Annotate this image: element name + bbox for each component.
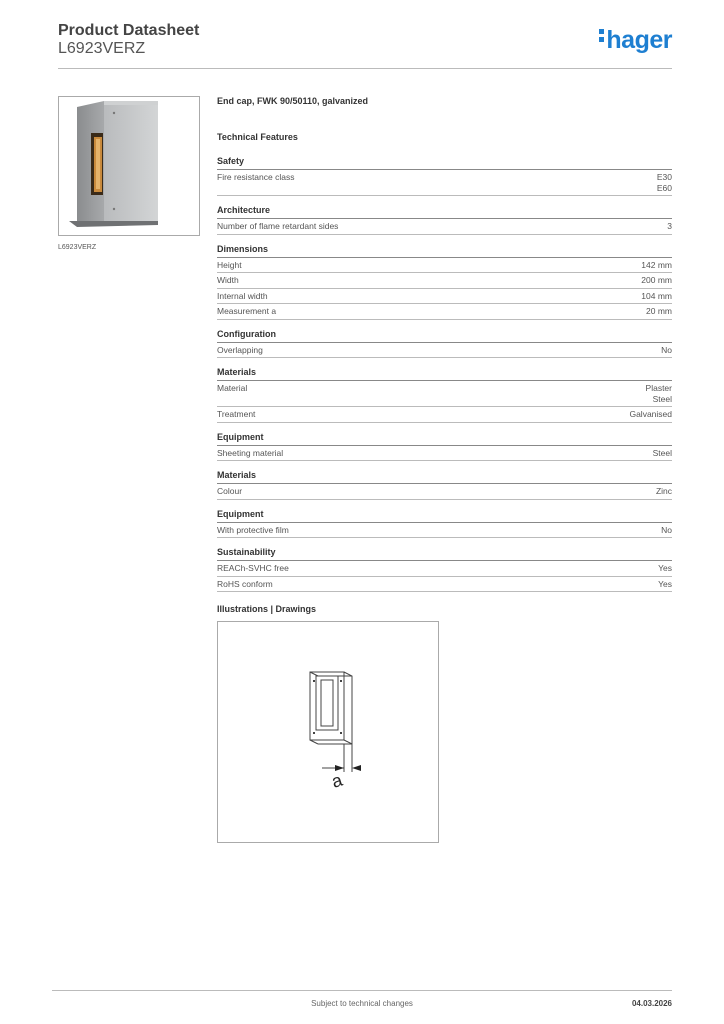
feature-value [646, 306, 672, 317]
technical-features-title: Technical Features [217, 132, 298, 142]
feature-label: REACh-SVHC free [217, 563, 289, 573]
datasheet-content [217, 96, 672, 843]
product-photo-image [59, 97, 199, 235]
feature-value [656, 486, 672, 497]
feature-value [667, 221, 672, 232]
feature-value-line: 200 mm [641, 275, 672, 285]
feature-label: Colour [217, 486, 243, 496]
feature-value-line: 104 mm [641, 290, 672, 301]
feature-label: Width [217, 275, 239, 285]
feature-row [217, 170, 672, 196]
feature-value-line: E60 [656, 182, 672, 193]
feature-row [217, 258, 672, 274]
feature-value [641, 260, 672, 271]
section-title: Equipment [217, 509, 672, 523]
photo-caption: L6923VERZ [58, 244, 97, 251]
section-title: Configuration [217, 329, 672, 343]
feature-value-line: Zinc [655, 486, 672, 496]
feature-row [217, 304, 672, 320]
footer-divider [52, 990, 672, 991]
feature-value [629, 409, 672, 420]
end-cap-drawing [218, 622, 438, 842]
feature-row [217, 343, 672, 359]
feature-value-line: Galvanised [629, 409, 672, 419]
section [217, 432, 672, 462]
feature-label: Material [217, 383, 248, 393]
section [217, 547, 672, 592]
header-divider [58, 68, 672, 69]
page-header [58, 22, 672, 70]
feature-value-line: E30 [656, 172, 672, 182]
feature-value [641, 275, 672, 286]
feature-value [646, 383, 672, 404]
footer-date: 04.03.2026 [631, 999, 672, 1008]
section-title: Dimensions [217, 244, 672, 258]
feature-row [217, 561, 672, 577]
feature-value-line: No [661, 524, 672, 535]
feature-label: Fire resistance class [217, 172, 295, 182]
feature-label: Measurement a [217, 306, 277, 316]
feature-value-line: Plaster [645, 383, 672, 393]
footer-note: Subject to technical changes [311, 999, 413, 1008]
section-title: Equipment [217, 432, 672, 446]
section [217, 470, 672, 500]
feature-label: RoHS conform [217, 578, 273, 589]
section-title: Materials [217, 470, 672, 484]
feature-value [657, 172, 672, 193]
feature-row [217, 407, 672, 423]
feature-value-line: 142 mm [641, 259, 672, 270]
feature-value [653, 448, 672, 459]
section [217, 205, 672, 235]
section [217, 156, 672, 196]
hager-logo [599, 26, 672, 55]
feature-value-line: 20 mm [646, 306, 672, 316]
feature-row [217, 446, 672, 462]
feature-label: Number of flame retardant sides [217, 221, 339, 231]
feature-value-line: Yes [658, 578, 672, 589]
product-name: End cap, FWK 90/50110, galvanized [217, 96, 369, 106]
feature-sections [217, 156, 672, 592]
logo-dots-icon [599, 29, 604, 45]
feature-row [217, 381, 672, 407]
feature-value-line: 3 [667, 221, 672, 231]
document-title: Product Datasheet [58, 22, 200, 39]
feature-value [661, 345, 672, 356]
feature-row [217, 577, 672, 593]
feature-row [217, 289, 672, 305]
product-photo [58, 96, 200, 236]
section [217, 367, 672, 423]
logo-text: hager [606, 26, 672, 54]
feature-value [641, 291, 672, 302]
feature-value-line: Steel [652, 447, 672, 458]
feature-label: Height [217, 259, 242, 270]
feature-label: With protective film [217, 524, 289, 535]
product-code: L6923VERZ [58, 40, 146, 57]
technical-drawing [217, 621, 439, 843]
feature-value-line: Yes [658, 563, 672, 573]
section-title: Safety [217, 156, 672, 170]
feature-value-line: No [661, 344, 672, 355]
measurement-a-label: a [329, 769, 345, 792]
feature-value [658, 579, 672, 590]
feature-row [217, 484, 672, 500]
section-title: Architecture [217, 205, 672, 219]
section [217, 329, 672, 359]
feature-label: Treatment [217, 409, 256, 419]
feature-row [217, 273, 672, 289]
section-title: Materials [217, 367, 672, 381]
feature-label: Sheeting material [217, 447, 284, 458]
feature-label: Internal width [217, 290, 268, 301]
feature-value [661, 525, 672, 536]
section-title: Sustainability [217, 547, 672, 561]
feature-label: Overlapping [217, 344, 263, 355]
section [217, 509, 672, 539]
section [217, 244, 672, 320]
feature-row [217, 219, 672, 235]
feature-row [217, 523, 672, 539]
illustrations-title: Illustrations | Drawings [217, 604, 317, 614]
feature-value-line: Steel [652, 393, 672, 404]
feature-value [658, 563, 672, 574]
